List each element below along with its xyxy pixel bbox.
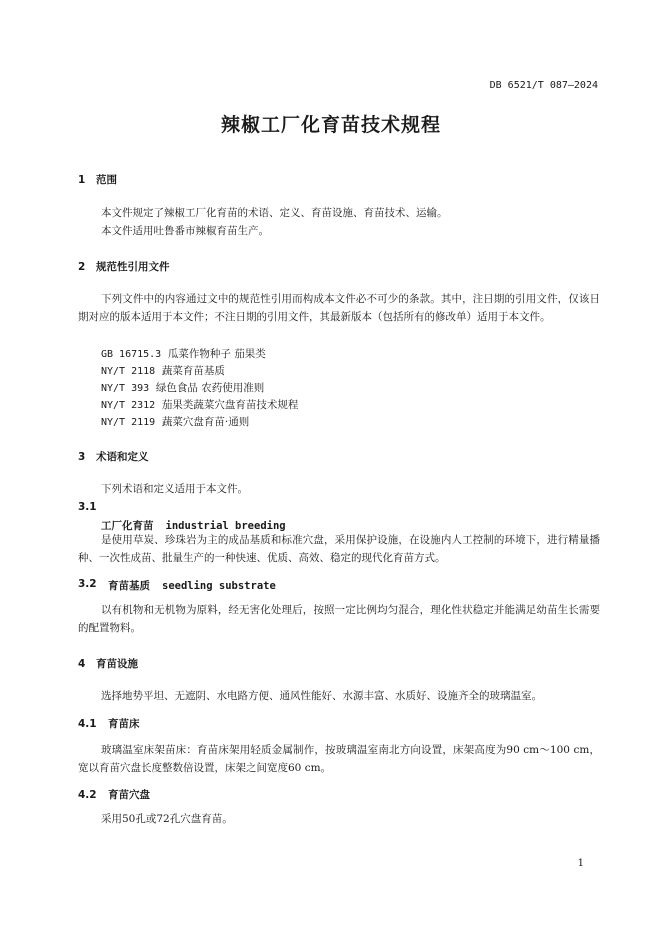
section-title: 术语和定义 [96,451,149,463]
reference-code: NY/T 2119 [101,417,156,428]
section-number: 4.1 [78,718,97,730]
section-title: 范围 [96,174,117,186]
section-title: 育苗穴盘 [108,789,150,801]
reference-name: 瓜菜作物种子 茄果类 [167,348,266,360]
section-title: 育苗床 [108,718,140,730]
facility-intro [78,688,600,706]
term-number: 3.2 [78,578,97,590]
reference-code: NY/T 2118 [101,366,156,377]
section-title: 育苗设施 [96,658,138,670]
section-heading-4 [78,656,138,671]
reference-name: 蔬菜穴盘育苗·通则 [161,416,250,428]
paragraph: 选择地势平坦、无遮阴、水电路方便、通风性能好、水源丰富、水质好、设施齐全的玻璃温室。 [101,690,542,702]
reference-name: 蔬菜育苗基质 [161,365,225,377]
paragraph: 是使用草炭、珍珠岩为主的成品基质和标准穴盘，采用保护设施，在设施内人工控制的环境下，进行精量播种、一次性成苗、批量生产的一种快速、优质、高效、稳定的现代化育苗方式。 [78,534,600,564]
reference-code: NY/T 2312 [101,400,156,411]
reference-item [101,363,225,378]
term-heading [108,578,276,593]
paragraph: 以有机物和无机物为原料，经无害化处理后，按照一定比例均匀混合，理化性状稳定并能满足幼苗生长需要的配置物料。 [78,604,600,634]
seedbed-paragraph [78,742,600,777]
reference-item [101,346,266,361]
term-heading [101,518,286,533]
term-chinese: 育苗基质 [108,580,150,592]
references-intro [78,291,600,326]
section-number: 4.2 [78,789,97,801]
reference-code: GB 16715.3 [101,349,162,360]
term-english: industrial breeding [165,520,286,532]
reference-name: 茄果类蔬菜穴盘育苗技术规程 [161,399,299,411]
reference-item [101,397,298,412]
term-chinese: 工厂化育苗 [101,520,154,532]
paragraph: 下列文件中的内容通过文中的规范性引用而构成本文件必不可少的条款。其中，注日期的引用文件，仅该日期对应的版本适用于本文件；不注日期的引用文件，其最新版本（包括所有的修改单）适用于本文件。 [78,293,600,323]
paragraph: 本文件规定了辣椒工厂化育苗的术语、定义、育苗设施、育苗技术、运输。 [101,207,448,219]
paragraph: 玻璃温室床架苗床：育苗床架用轻质金属制作，按玻璃温室南北方向设置，床架高度为90 cm～100 cm，宽以育苗穴盘长度整数倍设置，床架之间宽度60 cm。 [78,744,600,774]
page-number: 1 [577,858,584,869]
section-title: 规范性引用文件 [96,261,170,273]
paragraph: 下列术语和定义适用于本文件。 [101,483,248,495]
section-number: 2 [78,261,86,273]
section-heading-1 [78,172,117,187]
subsection-heading-4-2 [78,787,150,802]
term-definition [78,532,600,567]
subsection-heading-4-1 [78,716,140,731]
tray-paragraph [78,811,600,829]
term-definition [78,602,600,637]
document-title: 辣椒工厂化育苗技术规程 [220,114,441,136]
term-english: seedling substrate [162,580,276,592]
document-code: DB 6521/T 087—2024 [489,80,598,91]
reference-name: 绿色食品 农药使用准则 [155,382,265,394]
term-number: 3.1 [78,501,97,513]
terms-intro [78,481,600,499]
paragraph: 采用50孔或72孔穴盘育苗。 [101,813,233,825]
section-number: 4 [78,658,86,670]
section-heading-2 [78,259,170,274]
reference-item [101,380,264,395]
reference-item [101,414,249,429]
scope-paragraphs [78,205,600,240]
section-heading-3 [78,449,149,464]
paragraph: 本文件适用吐鲁番市辣椒育苗生产。 [101,224,269,237]
reference-code: NY/T 393 [101,383,150,394]
section-number: 1 [78,174,86,186]
section-number: 3 [78,451,86,463]
